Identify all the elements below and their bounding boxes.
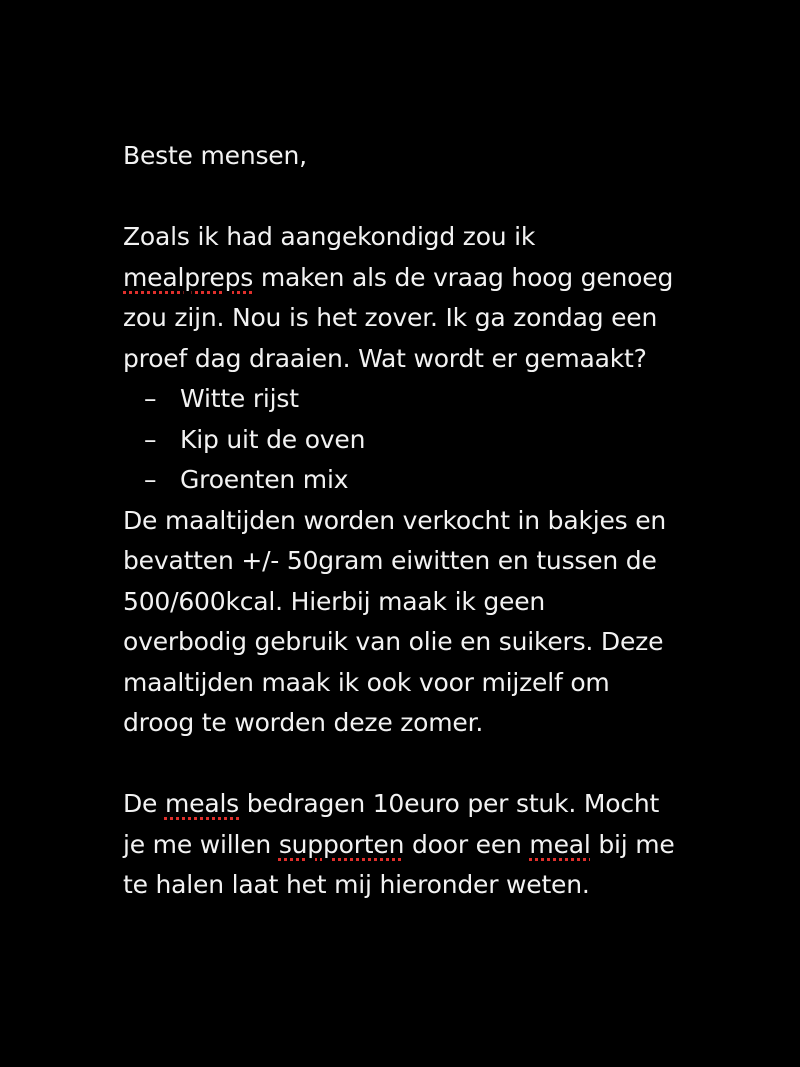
paragraph2-line: bevatten +/- 50gram eiwitten en tussen de [123, 546, 657, 575]
text-span: maken als de vraag hoog genoeg [253, 262, 674, 292]
paragraph2-line: maaltijden maak ik ook voor mijzelf om [123, 667, 610, 697]
list-item-text: Groenten mix [180, 465, 349, 494]
list-item-text: Kip uit de oven [180, 424, 366, 454]
paragraph2-line: De maaltijden worden verkocht in bakjes en [123, 505, 667, 535]
paragraph3-line3: te halen laat het mij hieronder weten. [123, 870, 590, 899]
spellcheck-word[interactable]: mealpreps [123, 262, 254, 292]
note-body[interactable] [123, 136, 723, 906]
paragraph1-line3: zou zijn. Nou is het zover. Ik ga zondag een [123, 303, 658, 332]
list-item-text: Witte rijst [180, 384, 299, 413]
paragraph1-line4: proef dag draaien. Wat wordt er gemaakt? [123, 343, 647, 373]
text-span: door een [404, 829, 530, 859]
list-bullet: – [144, 384, 157, 413]
list-item [123, 460, 723, 501]
paragraph3-line1 [123, 784, 723, 825]
paragraph2-line: 500/600kcal. Hierbij maak ik geen [123, 586, 546, 616]
blank-line [123, 177, 723, 218]
list-bullet: – [144, 465, 157, 494]
greeting: Beste mensen, [123, 141, 307, 170]
blank-line [123, 744, 723, 785]
list-bullet: – [144, 424, 157, 454]
paragraph2-line: overbodig gebruik van olie en suikers. Deze [123, 627, 664, 656]
list-item [123, 379, 723, 420]
text-span: je me willen [123, 829, 279, 859]
text-span: bij me [590, 829, 675, 859]
paragraph2-line: droog te worden deze zomer. [123, 708, 484, 737]
text-span: De [123, 789, 165, 818]
paragraph3-line2 [123, 825, 723, 866]
paragraph1-line1: Zoals ik had aangekondigd zou ik [123, 222, 536, 251]
spellcheck-word[interactable]: supporten [278, 829, 405, 859]
spellcheck-word[interactable]: meals [164, 789, 240, 818]
list-item [123, 420, 723, 461]
paragraph1-line2 [123, 258, 723, 299]
text-span: bedragen 10euro per stuk. Mocht [239, 789, 660, 818]
spellcheck-word[interactable]: meal [529, 829, 591, 859]
